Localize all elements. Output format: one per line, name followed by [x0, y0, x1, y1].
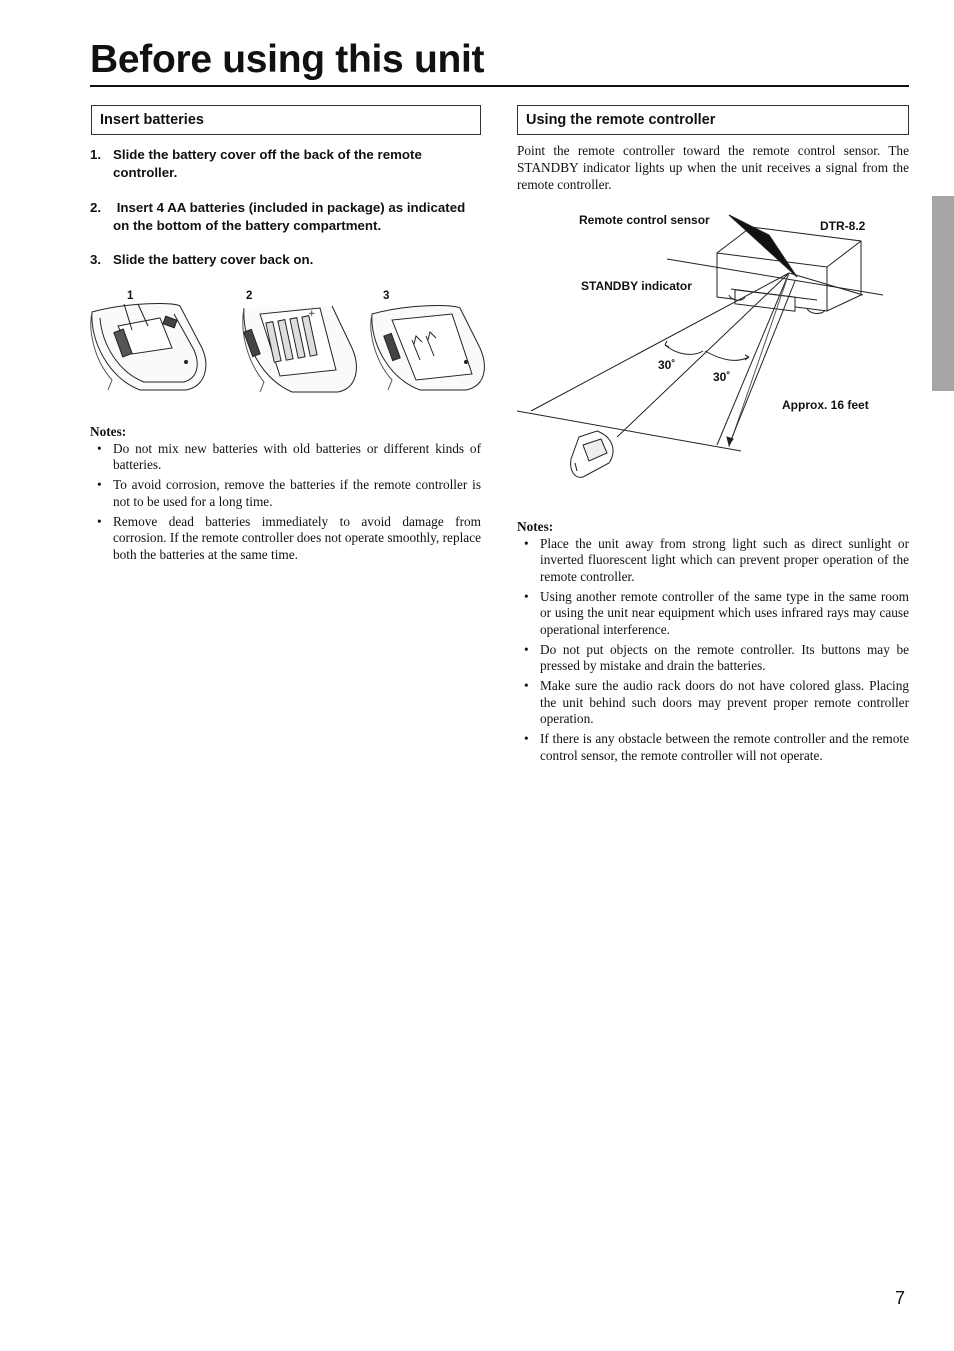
remote-closing-cover-icon [371, 306, 485, 390]
title-rule [90, 85, 909, 87]
remote-intro-text: Point the remote controller toward the remote control sensor. The STANDBY indicator lights up when the unit receives a signal from the remote controller. [517, 143, 909, 192]
note-item: • Do not mix new batteries with old batteries or different kinds of batteries. [97, 440, 481, 472]
svg-text:+: + [308, 309, 316, 319]
step-number: 2. [90, 200, 102, 215]
range-line-left [531, 273, 789, 411]
step-text: Slide the battery cover off the back of the remote controller. [113, 147, 422, 180]
distance-label: Approx. 16 feet [782, 398, 869, 412]
remote-with-cover-icon [91, 304, 206, 390]
step-number: 3. [90, 252, 102, 267]
angle-label-left: 30˚ [658, 358, 676, 372]
notes-heading: Notes: [517, 519, 554, 534]
standby-indicator-label: STANDBY indicator [581, 279, 692, 293]
range-floor-line [517, 411, 741, 451]
battery-step-3 [90, 251, 485, 269]
note-item: • If there is any obstacle between the remote controller and the remote control sensor, the remote controller will not operate. [524, 731, 909, 763]
remote-range-diagram [517, 205, 909, 490]
insert-batteries-heading: Insert batteries [91, 105, 481, 135]
step-text: Insert 4 AA batteries (included in package) as indicated on the bottom of the battery compartment. [113, 200, 469, 233]
page-number: 7 [895, 1288, 906, 1308]
page-title: Before using this unit [90, 38, 485, 81]
note-item: • Remove dead batteries immediately to avoid damage from corrosion. If the remote controller does not operate smoothly, replace both the batteries at the same time. [97, 513, 481, 562]
model-label: DTR-8.2 [820, 219, 866, 233]
remote-controller-icon [571, 431, 613, 477]
figure-label-3: 3 [383, 290, 390, 302]
step-number: 1. [90, 147, 102, 162]
remote-controller-heading: Using the remote controller [517, 105, 909, 135]
battery-step-1 [90, 146, 485, 181]
section-side-tab [932, 196, 954, 391]
angle-label-right: 30˚ [713, 370, 731, 384]
note-item: • Do not put objects on the remote controller. Its buttons may be pressed by mistake and drain the batteries. [524, 641, 909, 673]
figure-label-1: 1 [127, 290, 134, 302]
sensor-label: Remote control sensor [579, 213, 710, 227]
note-item: • To avoid corrosion, remove the batteries if the remote controller is not to be used for a long time. [97, 477, 481, 509]
battery-step-2 [90, 199, 485, 234]
angle-arc-left [665, 345, 703, 354]
remote-notes [517, 519, 909, 768]
range-line-center [617, 273, 789, 437]
step-text: Slide the battery cover back on. [113, 252, 314, 267]
battery-illustration [88, 300, 488, 396]
note-item: • Make sure the audio rack doors do not have colored glass. Placing the unit behind such doors may prevent proper remote controller operation. [524, 678, 909, 726]
angle-arc-right [705, 351, 749, 360]
battery-notes [90, 424, 481, 567]
notes-heading: Notes: [90, 424, 127, 439]
remote-open-compartment-icon [243, 306, 357, 392]
note-item: • Place the unit away from strong light such as direct sunlight or inverted fluorescent light which can prevent proper operation of the remote controller. [524, 535, 909, 584]
figure-label-2: 2 [246, 290, 253, 302]
note-item: • Using another remote controller of the same type in the same room or using the unit near equipment which uses infrared rays may cause operational interference. [524, 588, 909, 637]
